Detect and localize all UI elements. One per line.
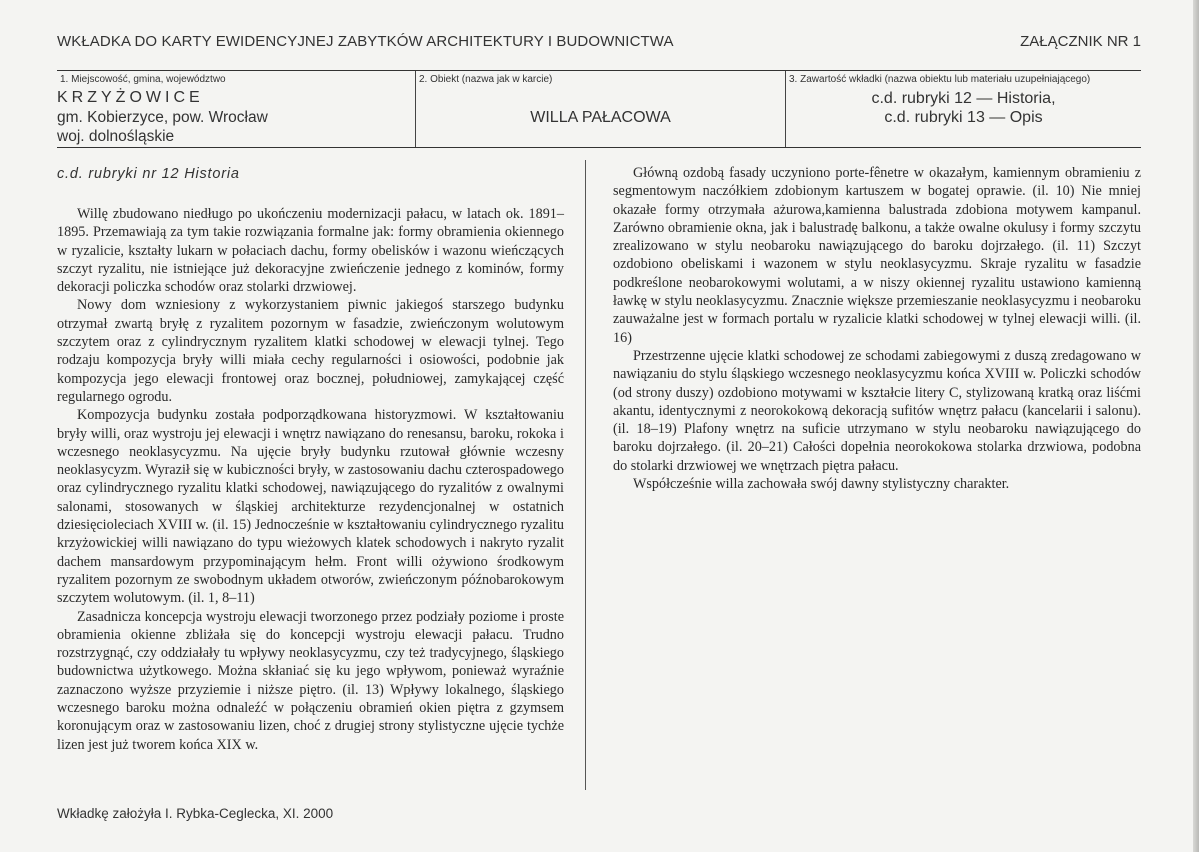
- footer-author: Wkładkę założyła I. Rybka-Ceglecka, XI. 2000: [57, 806, 334, 821]
- left-column: [57, 205, 564, 754]
- paragraph: Współcześnie willa zachowała swój dawny stylistyczny charakter.: [633, 476, 1010, 493]
- paragraph: Zasadnicza koncepcja wystroju elewacji tworzonego przez podziały poziome i proste obramienia okienne zbliżała się do koncepcji wystroju elewacji pałacu. Trudno rozstrzygnąć, czy oddziałały tu wpływy neoklasycyzmu, czy też tradycyjnego, śląskiego budownictwa użytkowego. Można skłaniać się ku jego wpływom, ponieważ wyraźnie zaznaczono wyższe przyziemie i niższe piętro. (il. 13) Wpływy lokalnego, śląskiego wczesnego baroku można odnaleźć w połączeniu obramień okien piętra z gzymsem koronującym oraz w zastosowaniu lizen, choć z drugiej strony stylistyczne ujęcie tychże lizen jest już tworem końca XIX w.: [57, 608, 564, 753]
- object-name: WILLA PAŁACOWA: [530, 109, 671, 126]
- object-cell: [415, 71, 785, 147]
- page-edge: [1193, 0, 1199, 852]
- right-column: [613, 164, 1141, 493]
- section-heading: c.d. rubryki nr 12 Historia: [57, 166, 240, 182]
- location-cell: [57, 71, 415, 147]
- paragraph: Przestrzenne ujęcie klatki schodowej ze schodami zabiegowymi z duszą zredagowano w nawiązaniu do stylu śląskiego wczesnego neoklasycyzmu końca XVIII w. Policzki schodów (od strony duszy) ozdobiono motywami w kształcie litery C, stylizowaną kratką oraz liśćmi akantu, identycznymi z neorokokową dekoracją sufitów wnętrz pałacu (kancelarii i salonu). (il. 18–19) Plafony wnętrz na suficie utrzymano w stylu neobaroku nawiązującego do baroku dojrzałego. (il. 20–21) Całości dopełnia neorokokowa stolarka drzwiowa, podobna do stolarki drzwiowej we wnętrzach piętra pałacu.: [613, 347, 1141, 474]
- location-commune: gm. Kobierzyce, pow. Wrocław: [57, 109, 268, 126]
- content-line-history: c.d. rubryki 12 — Historia,: [871, 90, 1056, 107]
- location-name: KRZYŻOWICE: [57, 89, 204, 106]
- paragraph: Główną ozdobą fasady uczyniono porte-fênetre w okazałym, kamiennym obramieniu z segmentowym naczółkiem zdobionym kartuszem w bogatej oprawie. (il. 10) Nie mniej okazałe formy otrzymała ażurowa,kamienna balustrada zdobiona motywem kampanul. Zarówno obramienie okna, jak i balustradę balkonu, a także owalne okulusy i formy szczytu zrealizowano w stylu neobaroku nawiązującego do baroku dojrzałego. (il. 11) Szczyt ozdobiono obeliskami i wazonem w stylu neoklasycyzmu. Skraje ryzalitu w fasadzie podkreślone neobarokowymi wolutami, a w niszy okiennej ryzalitu ustawiono kamienną ławkę w stylu neoklasycyzmu. Znacznie większe przemieszanie neoklasycyzmu i neobaroku zauważalne jest w formach portalu w ryzalicie klatki schodowej w tylnej elewacji willi. (il. 16): [613, 165, 1141, 346]
- column-divider: [585, 160, 586, 790]
- info-table: [57, 70, 1141, 148]
- paragraph: Kompozycja budynku została podporządkowana historyzmowi. W kształtowaniu bryły willi, oraz wystroju jej elewacji i wnętrz nawiązano do renesansu, baroku, rokoka i wczesnego neoklasycyzmu. Na ujęcie bryły budynku rzutował głównie wczesny neoklasycyzm. Wyraził się w kubiczności bryły, w zastosowaniu dachu czterospadowego oraz cylindrycznego ryzalitu klatki schodowej, nawiązującego do ryzalitów z owalnymi salonami, stosowanych w śląskiej architekturze rezydencjonalnej w ostatnich dziesięcioleciach XVIII w. (il. 15) Jednocześnie w kształtowaniu cylindrycznego ryzalitu krzyżowickiej willi nawiązano do typu wieżowych klatek schodowych i nakryto ryzalit dachem mansardowym przypominającym hełm. Front willi ożywiono środkowym ryzalitem pozornym ze swobodnym układem otworów, zwieńczonym późnobarokowym szczytem wolutowym. (il. 1, 8–11): [57, 407, 564, 607]
- content-label: 3. Zawartość wkładki (nazwa obiektu lub materiału uzupełniającego): [789, 74, 1091, 85]
- location-voivodeship: woj. dolnośląskie: [57, 128, 175, 145]
- content-description: [786, 89, 1141, 127]
- content-line-description: c.d. rubryki 13 — Opis: [884, 109, 1043, 126]
- document-title: WKŁADKA DO KARTY EWIDENCYJNEJ ZABYTKÓW ARCHITEKTURY I BUDOWNICTWA: [57, 33, 674, 50]
- content-cell: [785, 71, 1141, 147]
- paragraph: Nowy dom wzniesiony z wykorzystaniem piwnic jakiegoś starszego budynku otrzymał zwartą bryłę z ryzalitem pozornym w fasadzie, zwieńczonym wolutowym szczytem oraz z cylindrycznym ryzalitem klatki schodowej w elewacji tylnej. Tego rodzaju kompozycja bryły willi miała cechy regularności i osiowości, podobnie jak kompozycja jego elewacji frontowej oraz bocznej, południowej, zamykającej część regularnego ogrodu.: [57, 297, 564, 405]
- paragraph: Willę zbudowano niedługo po ukończeniu modernizacji pałacu, w latach ok. 1891–1895. Przemawiają za tym takie rozwiązania formalne jak: formy obramienia okiennego w ryzalicie, kształty lukarn w połaciach dachu, formy obelisków i wazonu wieńczących szczyt ryzalitu, nie istniejące już dekoracyjne zwieńczenie jednego z kominów, formy dekoracji policzka schodów oraz stolarki drzwiowej.: [57, 206, 564, 296]
- location-label: 1. Miejscowość, gmina, województwo: [60, 74, 226, 85]
- annex-label: ZAŁĄCZNIK NR 1: [1020, 33, 1141, 50]
- object-label: 2. Obiekt (nazwa jak w karcie): [419, 74, 553, 85]
